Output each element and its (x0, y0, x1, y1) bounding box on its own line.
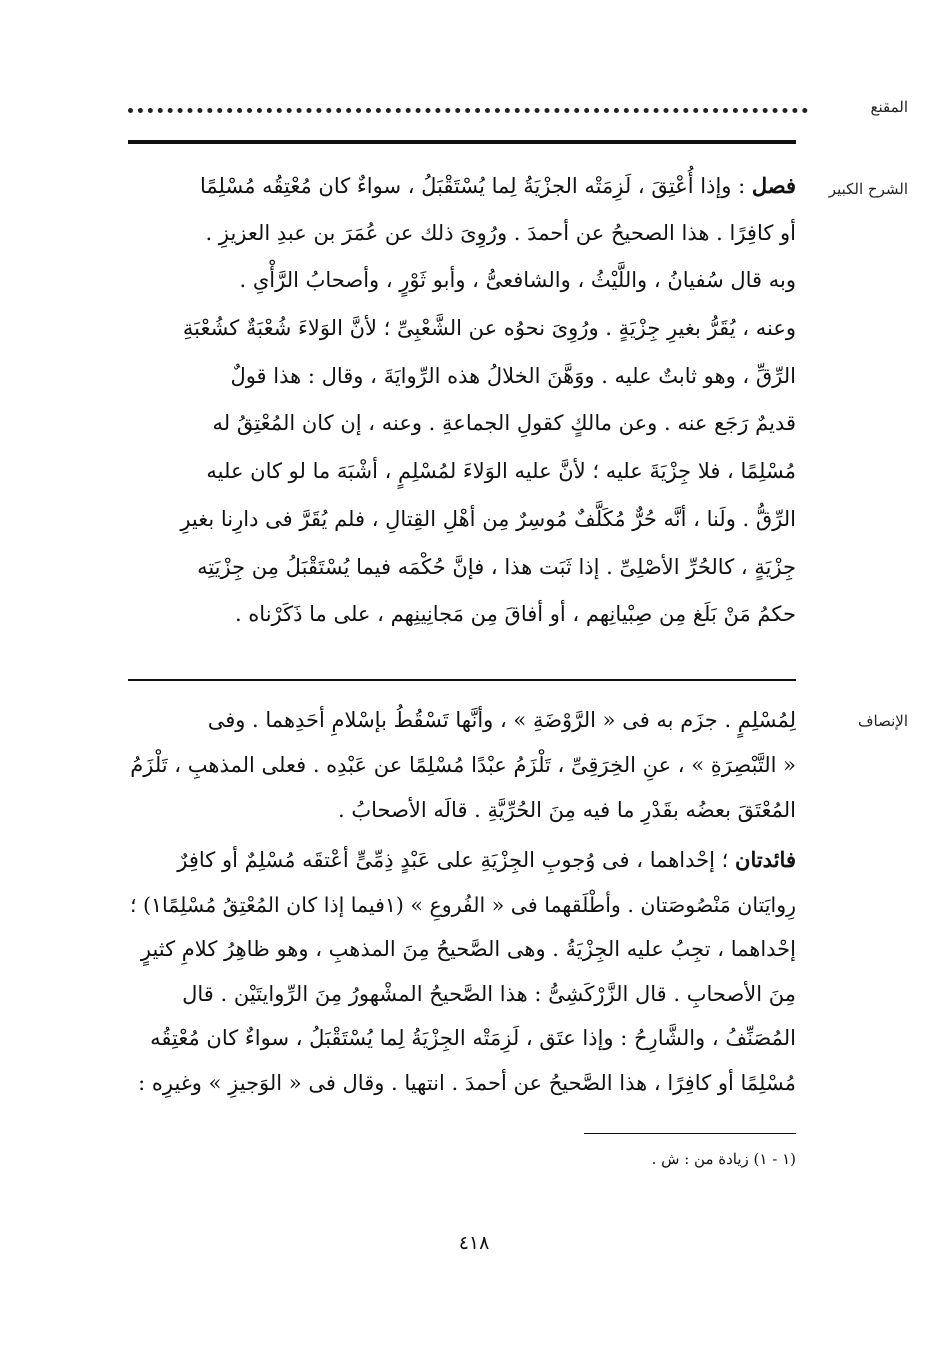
insaf-text-block (128, 698, 796, 833)
footnote-rule (584, 1133, 796, 1134)
insaf-line: لِمُسْلِمٍ . جزَم به فى « الرَّوْضَةِ » ، وأنَّها تَسْقُطُ بإسْلامِ أحَدِهما . وفى (207, 708, 796, 732)
sharh-line: حكمُ مَنْ بَلَغ مِن صِبْيانِهم ، أو أفاقَ مِن مَجانِينِهم ، على ما ذَكَرْناه . (234, 602, 796, 627)
sharh-line: وبه قال سُفيانُ ، واللَّيْثُ ، والشافعىُّ ، وأبو ثَوْرٍ ، وأصحابُ الرَّأْىِ . (239, 268, 796, 293)
sharh-section-label: الشرح الكبير (828, 180, 908, 198)
sharh-line (128, 162, 796, 210)
sharh-line: الرِّقِّ ، وهو ثابتٌ عليه . ووَهَّنَ الخلالُ هذه الرِّوايَةَ ، وقال : هذا قولٌ (230, 363, 796, 388)
header-dotted-rule (128, 108, 808, 113)
insaf-lead-word: فائدتان (735, 847, 796, 872)
footnote: (١ - ١) زيادة من : ش . (651, 1150, 796, 1168)
sharh-line: الرِّقُّ . ولَنا ، أنَّه حُرٌّ مُكَلَّفٌ مُوسِرٌ مِن أهْلِ القِتالِ ، فلم يُقَرَّ فى دارِنا بغيرِ (180, 506, 796, 531)
insaf-line: إحْداهما ، تجِبُ عليه الجِزْيَةُ . وهى الصَّحيحُ مِنَ المذهبِ ، وهو ظاهِرُ كلامِ كثيرٍ (140, 937, 796, 961)
sharh-line: قديمٌ رَجَع عنه . وعن مالكٍ كقولِ الجماعةِ . وعنه ، إن كان المُعْتِقُ له (212, 411, 796, 436)
sharh-line: جِزْيَةٍ ، كالحُرِّ الأصْلِىِّ . إذا ثَبَت هذا ، فإنَّ حُكْمَه فيما يُسْتَقْبَلُ مِن جِزْيَتِه (197, 554, 796, 579)
insaf-line: المُعْتَقَ بعضُه بقَدْرِ ما فيه مِنَ الحُرِّيَّةِ . قالَه الأصحابُ . (338, 798, 796, 822)
running-header-title: المقنع (870, 98, 908, 116)
insaf-line: مِنَ الأصحابِ . قال الزَّرْكَشِىُّ : هذا الصَّحيحُ المشْهورُ مِنَ الرِّوايتَيْن . قال (182, 981, 796, 1006)
header-rule (128, 140, 796, 144)
page-number: ٤١٨ (458, 1232, 490, 1254)
sharh-text-block (128, 162, 796, 639)
sharh-line-first-rest: : وإذا أُعْتِقَ ، لَزِمَتْه الجزْيَةُ لِما يُسْتَقْبَلُ ، سواءٌ كان مُعْتِقُه مُسْلِمًا (199, 174, 752, 198)
insaf-line: مُسْلِمًا أو كافِرًا ، هذا الصَّحيحُ عن أحمدَ . انتهيا . وقال فى « الوَجيزِ » وغيرِه : (138, 1070, 796, 1095)
sharh-line: وعنه ، يُقَرُّ بغيرِ جِزْيَةٍ . ورُوِىَ نحوُه عن الشَّعْبِىِّ ؛ لأنَّ الوَلاءَ شُعْبَةٌ كشُعْبَةِ (182, 316, 796, 341)
sharh-line: مُسْلِمًا ، فلا جِزْيَةَ عليه ؛ لأنَّ عليه الوَلاءَ لمُسْلِمٍ ، أشْبَهَ ما لو كان عليه (206, 459, 796, 484)
insaf-line-first-rest: ؛ إحْداهما ، فى وُجوبِ الجِزْيَةِ على عَبْدٍ ذِمِّىٍّ أعْتقَه مُسْلِمٌ أو كافِرٌ (177, 848, 736, 872)
insaf-line: « التَّبْصِرَةِ » ، عنِ الخِرَقِىِّ ، تَلْزَمُ عبْدًا مُسْلِمًا عن عَبْدِه . فعلى المذهبِ ، تَلْزَمُ (130, 753, 796, 777)
sharh-lead-word: فصل (751, 173, 796, 198)
sharh-line: أو كافِرًا . هذا الصحيحُ عن أحمدَ . ورُوِىَ ذلك عن عُمَرَ بن عبدِ العزيزِ . (205, 220, 796, 245)
insaf-section-label: الإنصاف (857, 712, 908, 730)
insaf-benefits-paragraph (128, 838, 796, 1105)
insaf-line (128, 838, 796, 883)
insaf-line: رِوايَتان مَنْصُوصَتان . وأطْلَقهما فى « الفُروعِ » (١فيما إذا كان المُعْتِقُ مُسْلِمًا١) ؛ (129, 892, 796, 917)
insaf-line: المُصَنِّفُ ، والشَّارِحُ : وإذا عتَق ، لَزِمَتْه الجِزْيَةُ لِما يُسْتَقْبَلُ ، سواءٌ كان مُعْتِقُه (150, 1026, 796, 1050)
section-divider (128, 679, 796, 681)
